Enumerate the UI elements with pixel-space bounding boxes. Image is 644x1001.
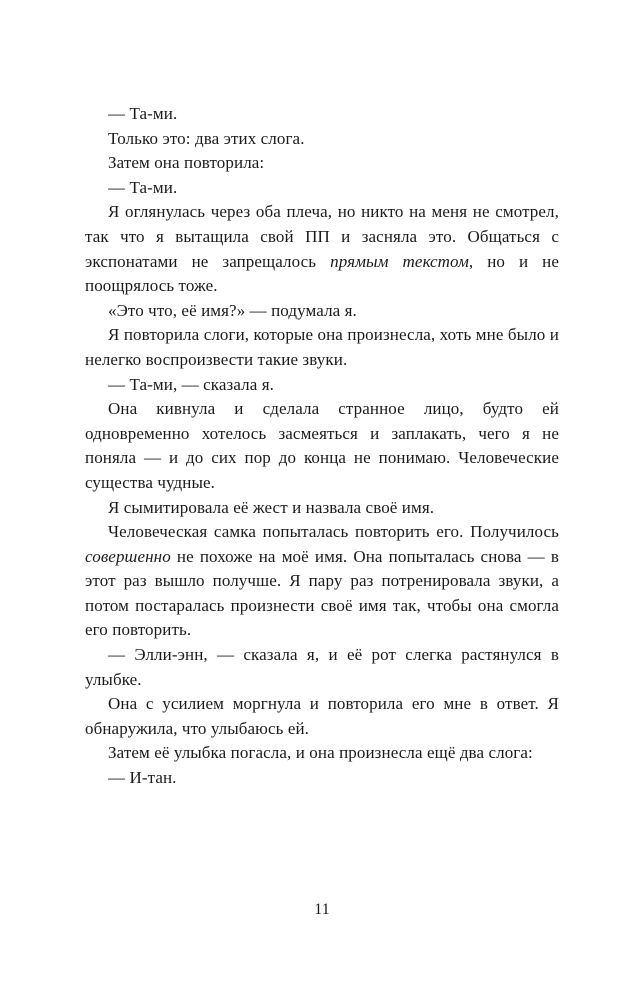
text-run: не похоже на моё имя. Она попыталась снова — в этот раз вышло получше. Я пару раз потренировала звуки, а потом постаралась произнести своё имя так, чтобы она смогла его повторить. xyxy=(85,546,559,640)
text-run: Я сымитировала её жест и назвала своё имя. xyxy=(108,497,435,517)
paragraph xyxy=(85,692,559,741)
paragraph xyxy=(85,151,559,176)
text-run: — Та-ми. xyxy=(108,177,178,197)
text-run: «Это что, её имя?» — подумала я. xyxy=(108,300,357,320)
text-run: Она кивнула и сделала странное лицо, будто ей одновременно хотелось засмеяться и заплакать, чего я не поняла — и до сих пор до конца не понимаю. Человеческие существа чудные. xyxy=(85,399,559,492)
paragraph xyxy=(85,397,559,495)
text-run: , но и не поощрялось тоже. xyxy=(85,251,559,296)
paragraph xyxy=(85,102,559,127)
paragraph xyxy=(85,741,559,766)
paragraph xyxy=(85,127,559,152)
paragraph xyxy=(85,299,559,324)
text-run: — Элли-энн, — сказала я, и её рот слегка растянулся в улыбке. xyxy=(85,645,559,689)
italic-text-run: прямым текстом xyxy=(330,251,469,271)
italic-text-run: совершенно xyxy=(85,546,171,566)
paragraph xyxy=(85,520,559,643)
paragraph xyxy=(85,200,559,298)
paragraph xyxy=(85,373,559,398)
paragraph xyxy=(85,323,559,372)
text-run: Я оглянулась через оба плеча, но никто на меня не смотрел, так что я вытащила свой ПП и засняла это. Общаться с экспонатами не запрещалось xyxy=(85,202,559,271)
page-number: 11 xyxy=(314,901,330,918)
text-run: Я повторила слоги, которые она произнесла, хоть мне было и нелегко воспроизвести такие звуки. xyxy=(85,325,559,369)
text-run: Человеческая самка попыталась повторить его. Получилось xyxy=(108,522,559,542)
paragraph xyxy=(85,496,559,521)
page-text xyxy=(85,102,559,791)
paragraph xyxy=(85,766,559,791)
text-run: — Та-ми. xyxy=(108,104,178,123)
text-run: Она с усилием моргнула и повторила его мне в ответ. Я обнаружила, что улыбаюсь ей. xyxy=(85,694,559,738)
text-run: — И-тан. xyxy=(108,768,177,788)
text-run: Только это: два этих слога. xyxy=(108,128,305,148)
text-run: Затем её улыбка погасла, и она произнесла ещё два слога: xyxy=(108,743,533,763)
paragraph xyxy=(85,176,559,201)
text-run: Затем она повторила: xyxy=(108,153,265,173)
paragraph xyxy=(85,643,559,692)
text-run: — Та-ми, — сказала я. xyxy=(108,374,274,394)
